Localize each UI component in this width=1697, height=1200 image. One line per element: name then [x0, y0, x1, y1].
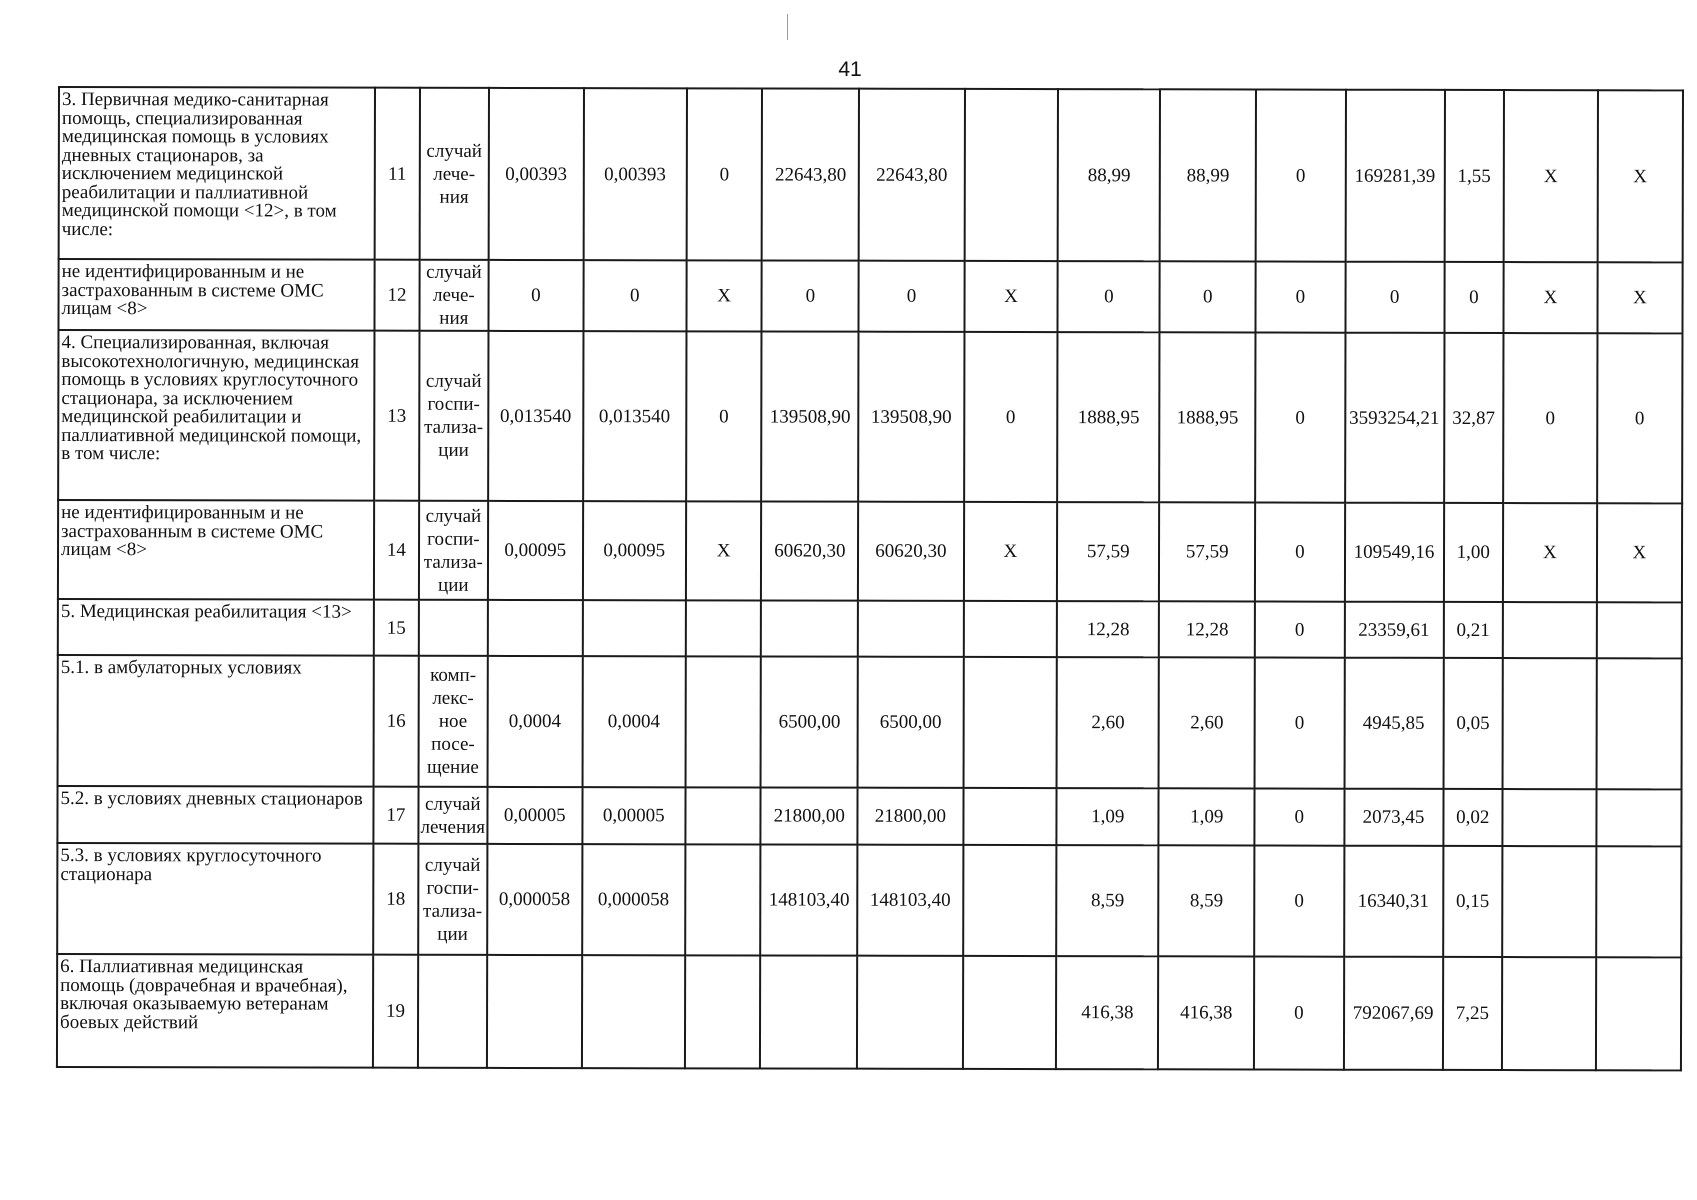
scan-artifact-line [787, 14, 788, 40]
table-cell [858, 601, 963, 657]
row-name: 5.1. в амбулаторных условиях [58, 655, 374, 787]
table-cell: 0,000058 [582, 844, 685, 955]
unit-cell: случай лече-ния [419, 260, 488, 331]
table-cell [760, 955, 857, 1068]
table-cell: 1888,95 [1057, 332, 1160, 502]
table-cell: 0,00005 [582, 787, 685, 844]
table-cell: 0,00393 [489, 88, 584, 260]
page-number: 41 [838, 58, 862, 81]
table-cell: 792067,69 [1343, 957, 1442, 1070]
table-cell: 0,0004 [582, 656, 685, 787]
table-cell: 139508,90 [858, 332, 964, 502]
unit-cell: случай лече-ния [419, 88, 489, 260]
table-row [59, 87, 1683, 262]
row-number: 18 [373, 844, 418, 955]
table-cell: 0,013540 [583, 331, 687, 501]
table-cell: 22643,80 [859, 89, 965, 261]
table-row [57, 954, 1681, 1070]
row-name: 6. Паллиативная медицинская помощь (доврачебная и врачебная), включая оказываемую ветеранам боевых действий [57, 954, 373, 1068]
table-cell [1597, 602, 1682, 658]
table-cell: 0 [1597, 333, 1683, 503]
table-cell [1596, 789, 1681, 846]
table-cell: 0,0004 [487, 656, 582, 787]
table-cell: 0,00095 [583, 501, 686, 600]
unit-cell: случай госпи-тализа-ции [419, 331, 489, 501]
table-cell [685, 787, 761, 844]
table-cell [1503, 789, 1597, 846]
table-cell: 2073,45 [1344, 789, 1443, 846]
table-cell: 0 [583, 260, 686, 331]
data-table [56, 86, 1684, 1071]
row-number: 16 [374, 656, 419, 787]
table-cell [761, 600, 858, 656]
table-cell [1596, 957, 1682, 1070]
table-cell: 0 [1256, 262, 1346, 333]
table-cell: 0 [686, 88, 762, 260]
table-cell: 0 [686, 331, 762, 501]
table-cell: 0 [1058, 261, 1160, 332]
table-cell [963, 956, 1057, 1069]
row-name: не идентифицированным и не застрахованным в системе ОМС лицам <8> [58, 259, 374, 331]
table-cell: 0 [1160, 261, 1256, 332]
table-cell: 0,00095 [488, 501, 583, 600]
table-cell: 0 [859, 261, 964, 332]
unit-cell: случай госпи-тализа-ции [419, 501, 488, 600]
table-cell: 0 [1255, 503, 1345, 602]
table-cell: Х [1504, 262, 1598, 333]
table-cell [1596, 846, 1681, 957]
table-cell: 23359,61 [1344, 602, 1443, 658]
unit-cell: случай лечения [418, 787, 487, 844]
row-number: 13 [374, 331, 419, 501]
row-number: 12 [375, 260, 420, 331]
table-cell: 88,99 [1160, 89, 1256, 261]
row-number: 19 [373, 955, 418, 1068]
table-cell: 0 [762, 260, 859, 331]
row-number: 14 [374, 501, 419, 600]
table-row [58, 655, 1682, 789]
table-cell: 1,00 [1443, 503, 1503, 602]
table-cell: 60620,30 [761, 501, 858, 600]
table-cell: 4945,85 [1344, 658, 1443, 789]
table-cell: 16340,31 [1344, 846, 1443, 957]
table-cell: 0 [964, 332, 1058, 502]
table-cell: Х [686, 260, 762, 331]
table-cell [686, 600, 762, 656]
table-cell: 8,59 [1159, 845, 1255, 956]
table-cell: 1888,95 [1160, 332, 1256, 502]
table-cell: 0,21 [1443, 602, 1503, 658]
table-row [58, 599, 1682, 658]
table-cell [582, 600, 685, 656]
table-cell: 148103,40 [761, 844, 858, 955]
table-cell [857, 956, 963, 1069]
table-cell: 416,38 [1158, 956, 1254, 1069]
table-cell: Х [1503, 503, 1597, 602]
table-cell: 0,02 [1443, 789, 1503, 846]
row-name: не идентифицированным и не застрахованным в системе ОМС лицам <8> [58, 500, 374, 600]
table-cell: 12,28 [1057, 601, 1159, 657]
table-cell [582, 955, 685, 1068]
table-cell: 0,00005 [487, 787, 582, 844]
table-cell: 6500,00 [858, 657, 964, 788]
row-name: 5.3. в условиях круглосуточного стационара [57, 843, 373, 955]
table-cell: 0 [1345, 262, 1444, 333]
table-cell: 60620,30 [858, 502, 964, 601]
table-cell: 8,59 [1056, 845, 1158, 956]
table-cell: Х [964, 502, 1058, 601]
table-cell: Х [1597, 503, 1682, 602]
row-number: 15 [374, 600, 419, 656]
table-cell: 0,000058 [487, 844, 582, 955]
table-cell: 0,013540 [488, 331, 583, 501]
table-cell [1503, 658, 1597, 789]
table-cell: Х [1597, 262, 1682, 333]
table-cell: 0 [1255, 333, 1345, 503]
table-cell: 12,28 [1159, 601, 1255, 657]
table-cell: 88,99 [1058, 89, 1161, 261]
row-number: 17 [373, 787, 418, 844]
table-cell: 148103,40 [857, 845, 963, 956]
table-cell [963, 657, 1057, 788]
table-cell: 139508,90 [762, 331, 859, 501]
table-cell [964, 89, 1058, 261]
table-cell: 32,87 [1444, 333, 1504, 503]
table-cell [685, 844, 761, 955]
row-name: 4. Специализированная, включая высокотехнологичную, медицинская помощь в условиях круглосуточного стационара, за исключением медицинской реабилитации и паллиативной медицинской помощи, в том числе: [58, 330, 374, 501]
table-cell: Х [686, 501, 762, 600]
table-cell: 57,59 [1159, 502, 1255, 601]
table-cell: 2,60 [1057, 657, 1159, 788]
table-cell: 0 [1503, 333, 1597, 503]
row-number: 11 [375, 88, 420, 260]
table-cell [685, 656, 761, 787]
table-cell [685, 955, 761, 1068]
unit-cell [419, 600, 488, 656]
table-cell: 0,00393 [583, 88, 687, 260]
table-cell: 6500,00 [761, 656, 858, 787]
table-cell: 0,15 [1443, 846, 1503, 957]
unit-cell: комп-лекс-ное посе-щение [418, 656, 487, 787]
table-cell [963, 845, 1057, 956]
table-cell: 0 [1254, 957, 1344, 1070]
row-name: 5. Медицинская реабилитация <13> [58, 599, 374, 656]
table-cell: Х [964, 261, 1058, 332]
unit-cell: случай госпи-тализа-ции [418, 844, 487, 955]
table-row [58, 259, 1682, 333]
table-cell: 0 [1444, 262, 1504, 333]
table-cell: 0 [1255, 658, 1345, 789]
table-cell: 3593254,21 [1345, 333, 1444, 503]
table-cell [1502, 957, 1596, 1070]
table-cell: 416,38 [1056, 956, 1158, 1069]
table-cell: 1,09 [1057, 788, 1159, 845]
table-cell [1503, 602, 1597, 658]
table-cell [487, 955, 582, 1068]
table-row [58, 330, 1682, 503]
table-cell: 109549,16 [1344, 503, 1443, 602]
table-cell: 7,25 [1442, 957, 1502, 1070]
table-cell [963, 601, 1057, 657]
table-cell: 0,05 [1443, 658, 1503, 789]
row-name: 5.2. в условиях дневных стационаров [57, 786, 373, 844]
table-row [57, 843, 1681, 957]
table-cell: 0 [1254, 846, 1344, 957]
table-cell: 21800,00 [858, 788, 963, 845]
unit-cell [418, 955, 487, 1068]
table-cell: Х [1504, 90, 1598, 262]
table-cell: 0 [1255, 602, 1345, 658]
table-cell [1596, 658, 1682, 789]
table-cell [488, 600, 583, 656]
table-body [57, 87, 1683, 1070]
table-cell: 0 [488, 260, 583, 331]
table-cell [1502, 846, 1596, 957]
table-row [58, 500, 1682, 602]
row-name: 3. Первичная медико-санитарная помощь, специализированная медицинская помощь в условиях дневных стационаров, за исключением медицинской реабилитации и паллиативной медицинской помощи <12>, в том числе: [59, 87, 375, 260]
table-cell: 2,60 [1159, 657, 1255, 788]
table-cell: 0 [1256, 90, 1346, 262]
table-cell [963, 788, 1057, 845]
table-cell: 1,55 [1444, 90, 1504, 262]
table-cell: 1,09 [1159, 788, 1255, 845]
table-cell: 21800,00 [761, 787, 858, 844]
table-cell: 57,59 [1057, 502, 1159, 601]
table-cell: 22643,80 [762, 88, 859, 260]
table-row [57, 786, 1681, 846]
table-cell: Х [1597, 90, 1683, 262]
table-cell: 0 [1255, 789, 1345, 846]
table-cell: 169281,39 [1345, 90, 1444, 262]
